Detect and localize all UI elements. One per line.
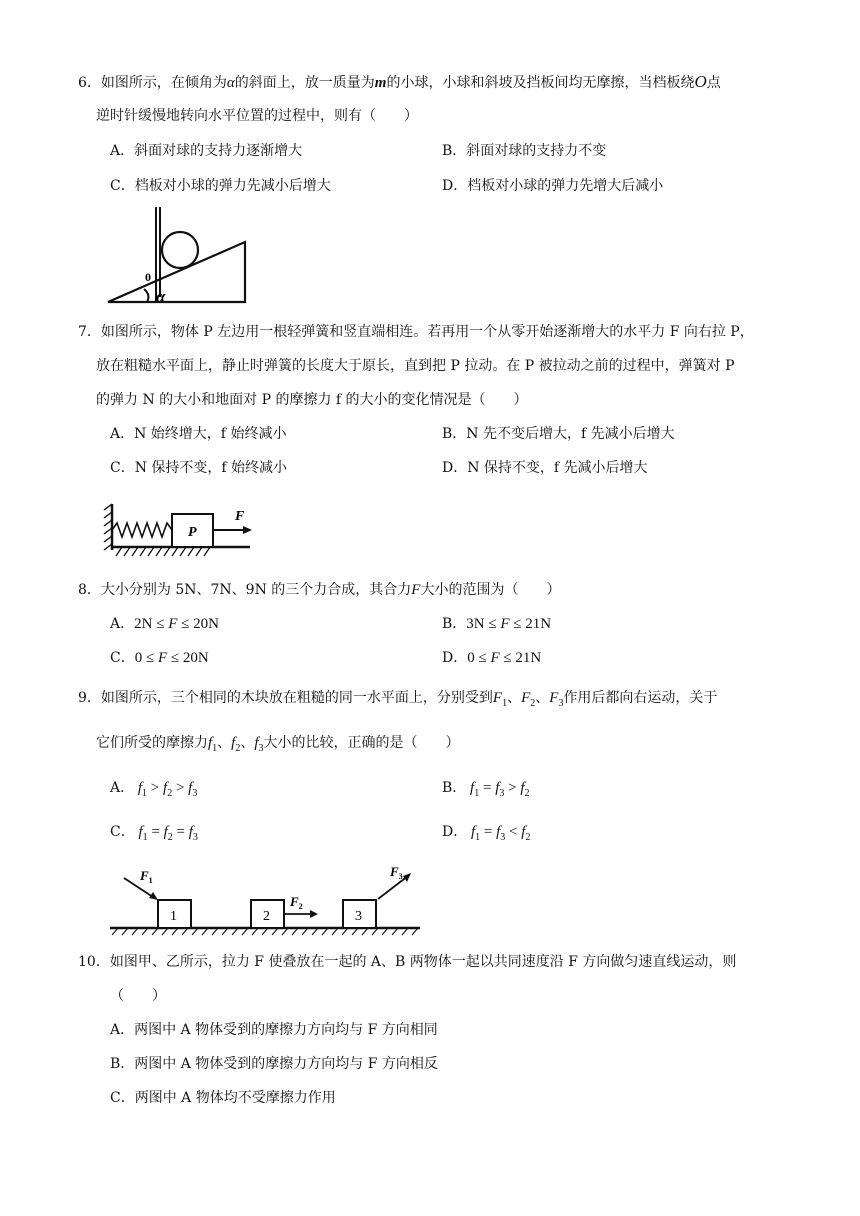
force-f1-head bbox=[149, 892, 158, 900]
force-f3-line bbox=[378, 876, 408, 899]
q6-figure-incline bbox=[104, 205, 254, 305]
spring bbox=[112, 523, 172, 537]
q9-option-a: A． $f_1 > f_2 > f_3$ bbox=[110, 780, 198, 799]
q8-option-c: C．0 ≤ F ≤ 20N bbox=[110, 650, 209, 666]
q8-option-b: B．3N ≤ F ≤ 21N bbox=[442, 616, 552, 632]
q7-number: 7． bbox=[78, 324, 101, 340]
block-2-label: 2 bbox=[263, 909, 270, 924]
q10-option-c: C．两图中 A 物体均不受摩擦力作用 bbox=[110, 1090, 336, 1106]
q7-line1: 7．如图所示，物体 P 左边用一根轻弹簧和竖直端相连。若再用一个从零开始逐渐增大的水平力 F 向右拉 P， bbox=[78, 324, 754, 340]
force-f3-head bbox=[403, 873, 411, 882]
q8-option-a: A．2N ≤ F ≤ 20N bbox=[110, 616, 219, 632]
block-1-label: 1 bbox=[170, 909, 177, 924]
q9-option-d: D． $f_1 = f_3 < f_2$ bbox=[442, 824, 531, 843]
block-3-label: 3 bbox=[355, 909, 362, 924]
q10-option-a: A．两图中 A 物体受到的摩擦力方向均与 F 方向相同 bbox=[110, 1022, 438, 1038]
q8-option-d: D．0 ≤ F ≤ 21N bbox=[442, 650, 542, 666]
q7-option-b: B．N 先不变后增大，f 先减小后增大 bbox=[442, 426, 675, 442]
q7-option-c: C．N 保持不变，f 始终减小 bbox=[110, 460, 288, 476]
force-f-label: F bbox=[235, 509, 245, 524]
q6-option-a: A．斜面对球的支持力逐渐增大 bbox=[110, 143, 303, 159]
q9-figure-blocks bbox=[108, 862, 423, 936]
pivot-o-label: 0 bbox=[145, 270, 151, 284]
q7-line3: 的弹力 N 的大小和地面对 P 的摩擦力 f 的大小的变化情况是（ ） bbox=[96, 392, 528, 408]
block-p-label: P bbox=[188, 525, 197, 540]
ground-hatching bbox=[116, 547, 210, 556]
q6-option-b: B．斜面对球的支持力不变 bbox=[442, 143, 607, 159]
q10-line1: 10．如图甲、乙所示，拉力 F 使叠放在一起的 A、B 两物体一起以共同速度沿 F 方向做匀速直线运动，则 bbox=[78, 954, 737, 970]
force-arrow-head bbox=[243, 526, 252, 534]
q8-number: 8． bbox=[78, 582, 101, 598]
q10-option-b: B．两图中 A 物体受到的摩擦力方向均与 F 方向相反 bbox=[110, 1056, 438, 1072]
q7-line2: 放在粗糙水平面上，静止时弹簧的长度大于原长，直到把 P 拉动。在 P 被拉动之前的过程中，弹簧对 P bbox=[96, 358, 735, 374]
q6-number: 6． bbox=[78, 75, 101, 91]
q8-stem: 8．大小分别为 5N、7N、9N 的三个力合成，其合力F大小的范围为（ ） bbox=[78, 582, 561, 598]
ball bbox=[162, 232, 198, 268]
q7-figure-spring bbox=[100, 498, 260, 560]
q7-option-a: A．N 始终增大，f 始终减小 bbox=[110, 426, 287, 442]
angle-arc bbox=[144, 289, 148, 302]
q6-option-d: D．档板对小球的弹力先增大后减小 bbox=[442, 178, 664, 194]
q6-line1: 6．如图所示，在倾角为α的斜面上，放一质量为m的小球，小球和斜坡及挡板间均无摩擦，当档板绕O点 bbox=[78, 72, 721, 91]
incline-triangle bbox=[108, 242, 245, 302]
q9-option-c: C． $f_1 = f_2 = f_3$ bbox=[110, 824, 198, 843]
force-f3-label: $F_3$ bbox=[390, 864, 403, 881]
q6-option-c: C．档板对小球的弹力先减小后增大 bbox=[110, 178, 331, 194]
q9-line2: 它们所受的摩擦力$f_1$、$f_2$、$f_3$大小的比较，正确的是（ ） bbox=[96, 735, 460, 754]
q7-option-d: D．N 保持不变，f 先减小后增大 bbox=[442, 460, 648, 476]
force-f1-label: $F_1$ bbox=[140, 868, 153, 885]
force-f2-head bbox=[310, 910, 318, 918]
angle-alpha-label: α bbox=[156, 287, 166, 305]
q9-line1: 9．如图所示，三个相同的木块放在粗糙的同一水平面上，分别受到$F_1$、$F_2$、$F_3$作用后都向右运动，关于 bbox=[78, 690, 718, 709]
q10-line2: （ ） bbox=[110, 988, 166, 1004]
q9-option-b: B． $f_1 = f_3 > f_2$ bbox=[442, 780, 530, 799]
q6-line2: 逆时针缓慢地转向水平位置的过程中，则有（ ） bbox=[96, 108, 418, 124]
q9-number: 9． bbox=[78, 690, 101, 706]
force-f2-label: $F_2$ bbox=[290, 894, 303, 911]
q10-number: 10． bbox=[78, 954, 110, 970]
